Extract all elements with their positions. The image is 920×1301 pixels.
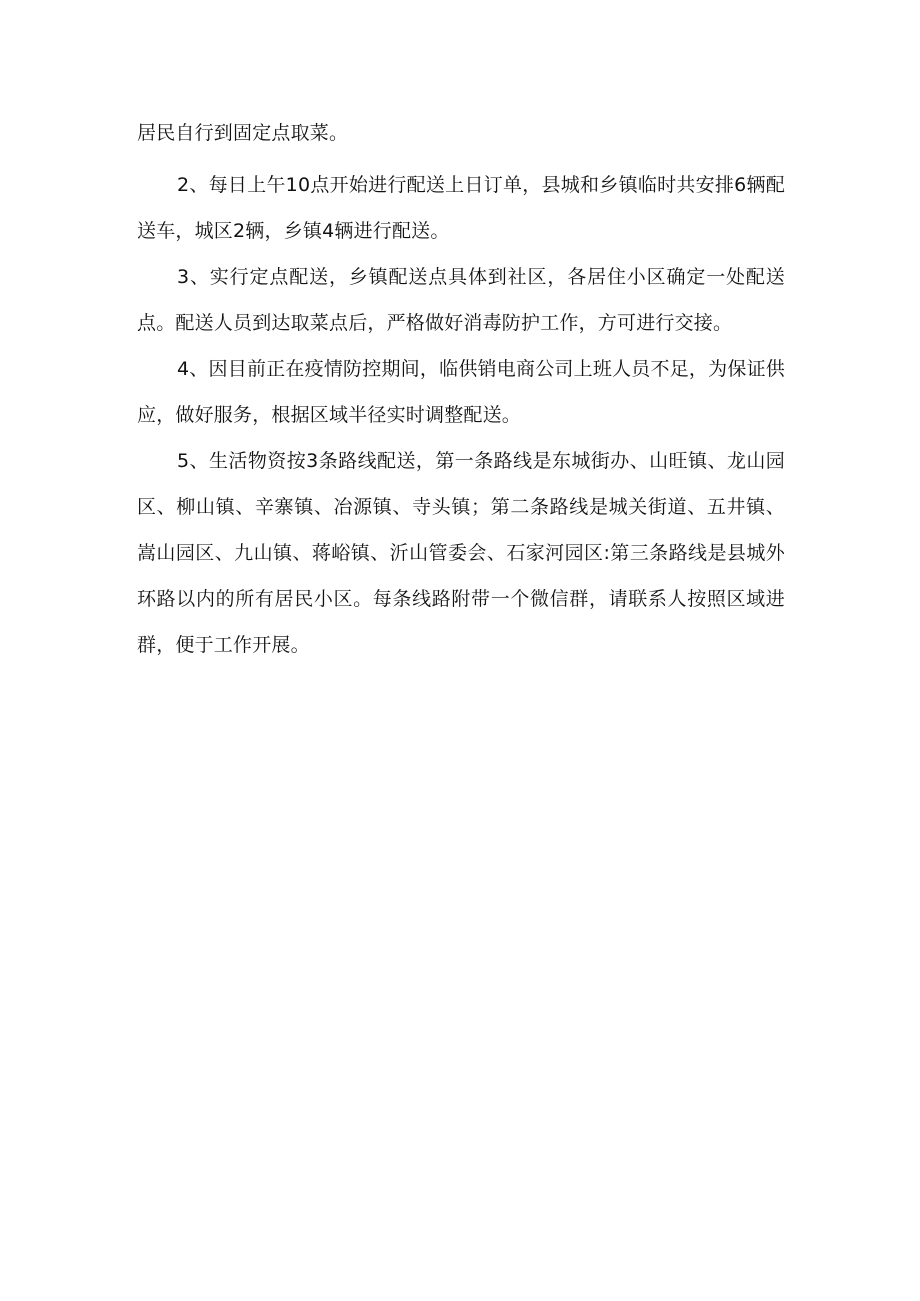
paragraph-item-5: 5、生活物资按3条路线配送，第一条路线是东城街办、山旺镇、龙山园区、柳山镇、辛寨镇、冶源镇、寺头镇；第二条路线是城关街道、五井镇、嵩山园区、九山镇、蒋峪镇、沂山管委会、石家河园区:第三条路线是县城外环路以内的所有居民小区。每条线路附带一个微信群，请联系人按照区域进群，便于工作开展。 [137, 450, 785, 656]
paragraph-item-2: 2、每日上午10点开始进行配送上日订单，县城和乡镇临时共安排6辆配送车，城区2辆，乡镇4辆进行配送。 [137, 174, 785, 242]
document-body [137, 110, 785, 668]
paragraph-continuation: 居民自行到固定点取菜。 [137, 122, 349, 144]
paragraph-item-3: 3、实行定点配送，乡镇配送点具体到社区，各居住小区确定一处配送点。配送人员到达取菜点后，严格做好消毒防护工作，方可进行交接。 [137, 266, 785, 334]
paragraph-item-4: 4、因目前正在疫情防控期间，临供销电商公司上班人员不足，为保证供应，做好服务，根据区域半径实时调整配送。 [137, 358, 785, 426]
